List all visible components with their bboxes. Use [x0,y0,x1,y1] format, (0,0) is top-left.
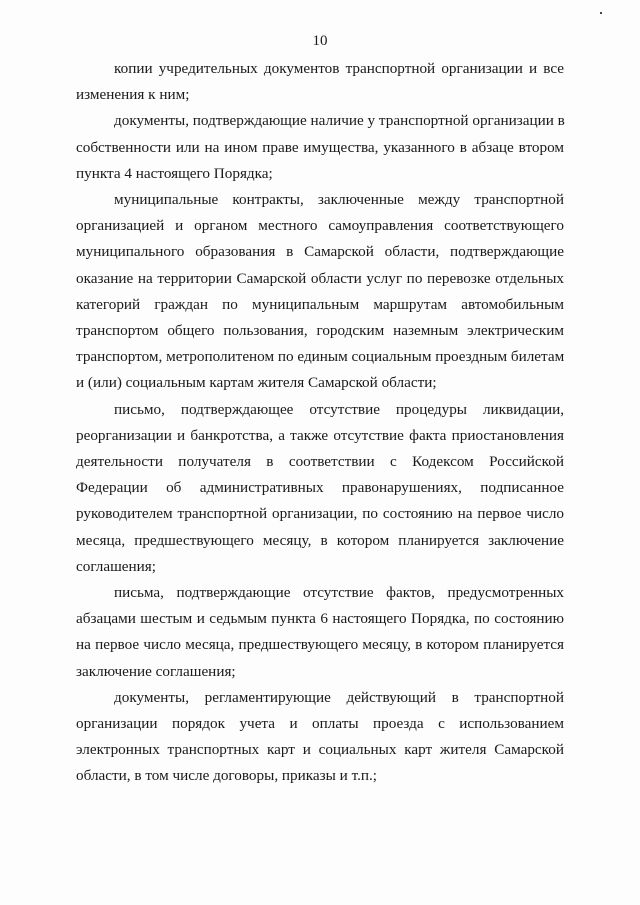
text-line: оказание на территории Самарской области услуг по перевозке отдельных [76,269,564,287]
text-line: Федерации об административных правонарушениях, подписанное [76,479,564,497]
text-line: категорий граждан по муниципальным маршрутам автомобильным [76,295,564,313]
text-line: деятельности получателя в соответствии с Кодексом Российской [76,453,564,471]
page-number: 10 [312,33,328,49]
text-line: документы, регламентирующие действующий в транспортной [114,688,564,706]
text-line: электронных транспортных карт и социальных карт жителя Самарской [76,741,564,759]
paragraph [76,108,564,187]
scan-speck [600,12,602,14]
text-line: документы, подтверждающие наличие у транспортной организации в [114,112,565,130]
text-line: руководителем транспортной организации, по состоянию на первое число [76,505,564,523]
text-line: заключение соглашения; [76,662,236,680]
paragraph [76,580,564,685]
text-line: транспортом общего пользования, городским наземным электрическим [76,322,564,340]
text-line: муниципальные контракты, заключенные между транспортной [114,191,564,209]
text-line: организацией и органом местного самоуправления соответствующего [76,217,564,235]
text-line: организации порядок учета и оплаты проезда с использованием [76,715,564,733]
text-line: на первое число месяца, предшествующего месяцу, в котором планируется [76,636,564,654]
text-line: и (или) социальным картам жителя Самарской области; [76,374,437,392]
text-line: месяца, предшествующего месяцу, в котором планируется заключение [76,531,564,549]
text-line: абзацами шестым и седьмым пункта 6 настоящего Порядка, по состоянию [76,610,564,628]
text-line: соглашения; [76,557,157,575]
paragraph [76,685,564,790]
text-line: области, в том числе договоры, приказы и т.п.; [76,767,378,785]
paragraph [76,56,564,108]
text-line: копии учредительных документов транспортной организации и все [114,60,564,77]
text-line: муниципального образования в Самарской области, подтверждающие [76,243,564,261]
paragraph [76,397,564,580]
text-line: письма, подтверждающие отсутствие фактов, предусмотренных [114,584,564,602]
paragraph [76,187,564,397]
text-line: письмо, подтверждающее отсутствие процедуры ликвидации, [114,400,564,418]
text-line: собственности или на ином праве имущества, указанного в абзаце втором [76,138,564,156]
text-line: пункта 4 настоящего Порядка; [76,164,273,182]
text-line: реорганизации и банкротства, а также отсутствие факта приостановления [76,426,564,444]
text-line: транспортом, метрополитеном по единым социальным проездным билетам [76,348,565,366]
text-line: изменения к ним; [76,86,190,104]
document-body [76,56,564,790]
